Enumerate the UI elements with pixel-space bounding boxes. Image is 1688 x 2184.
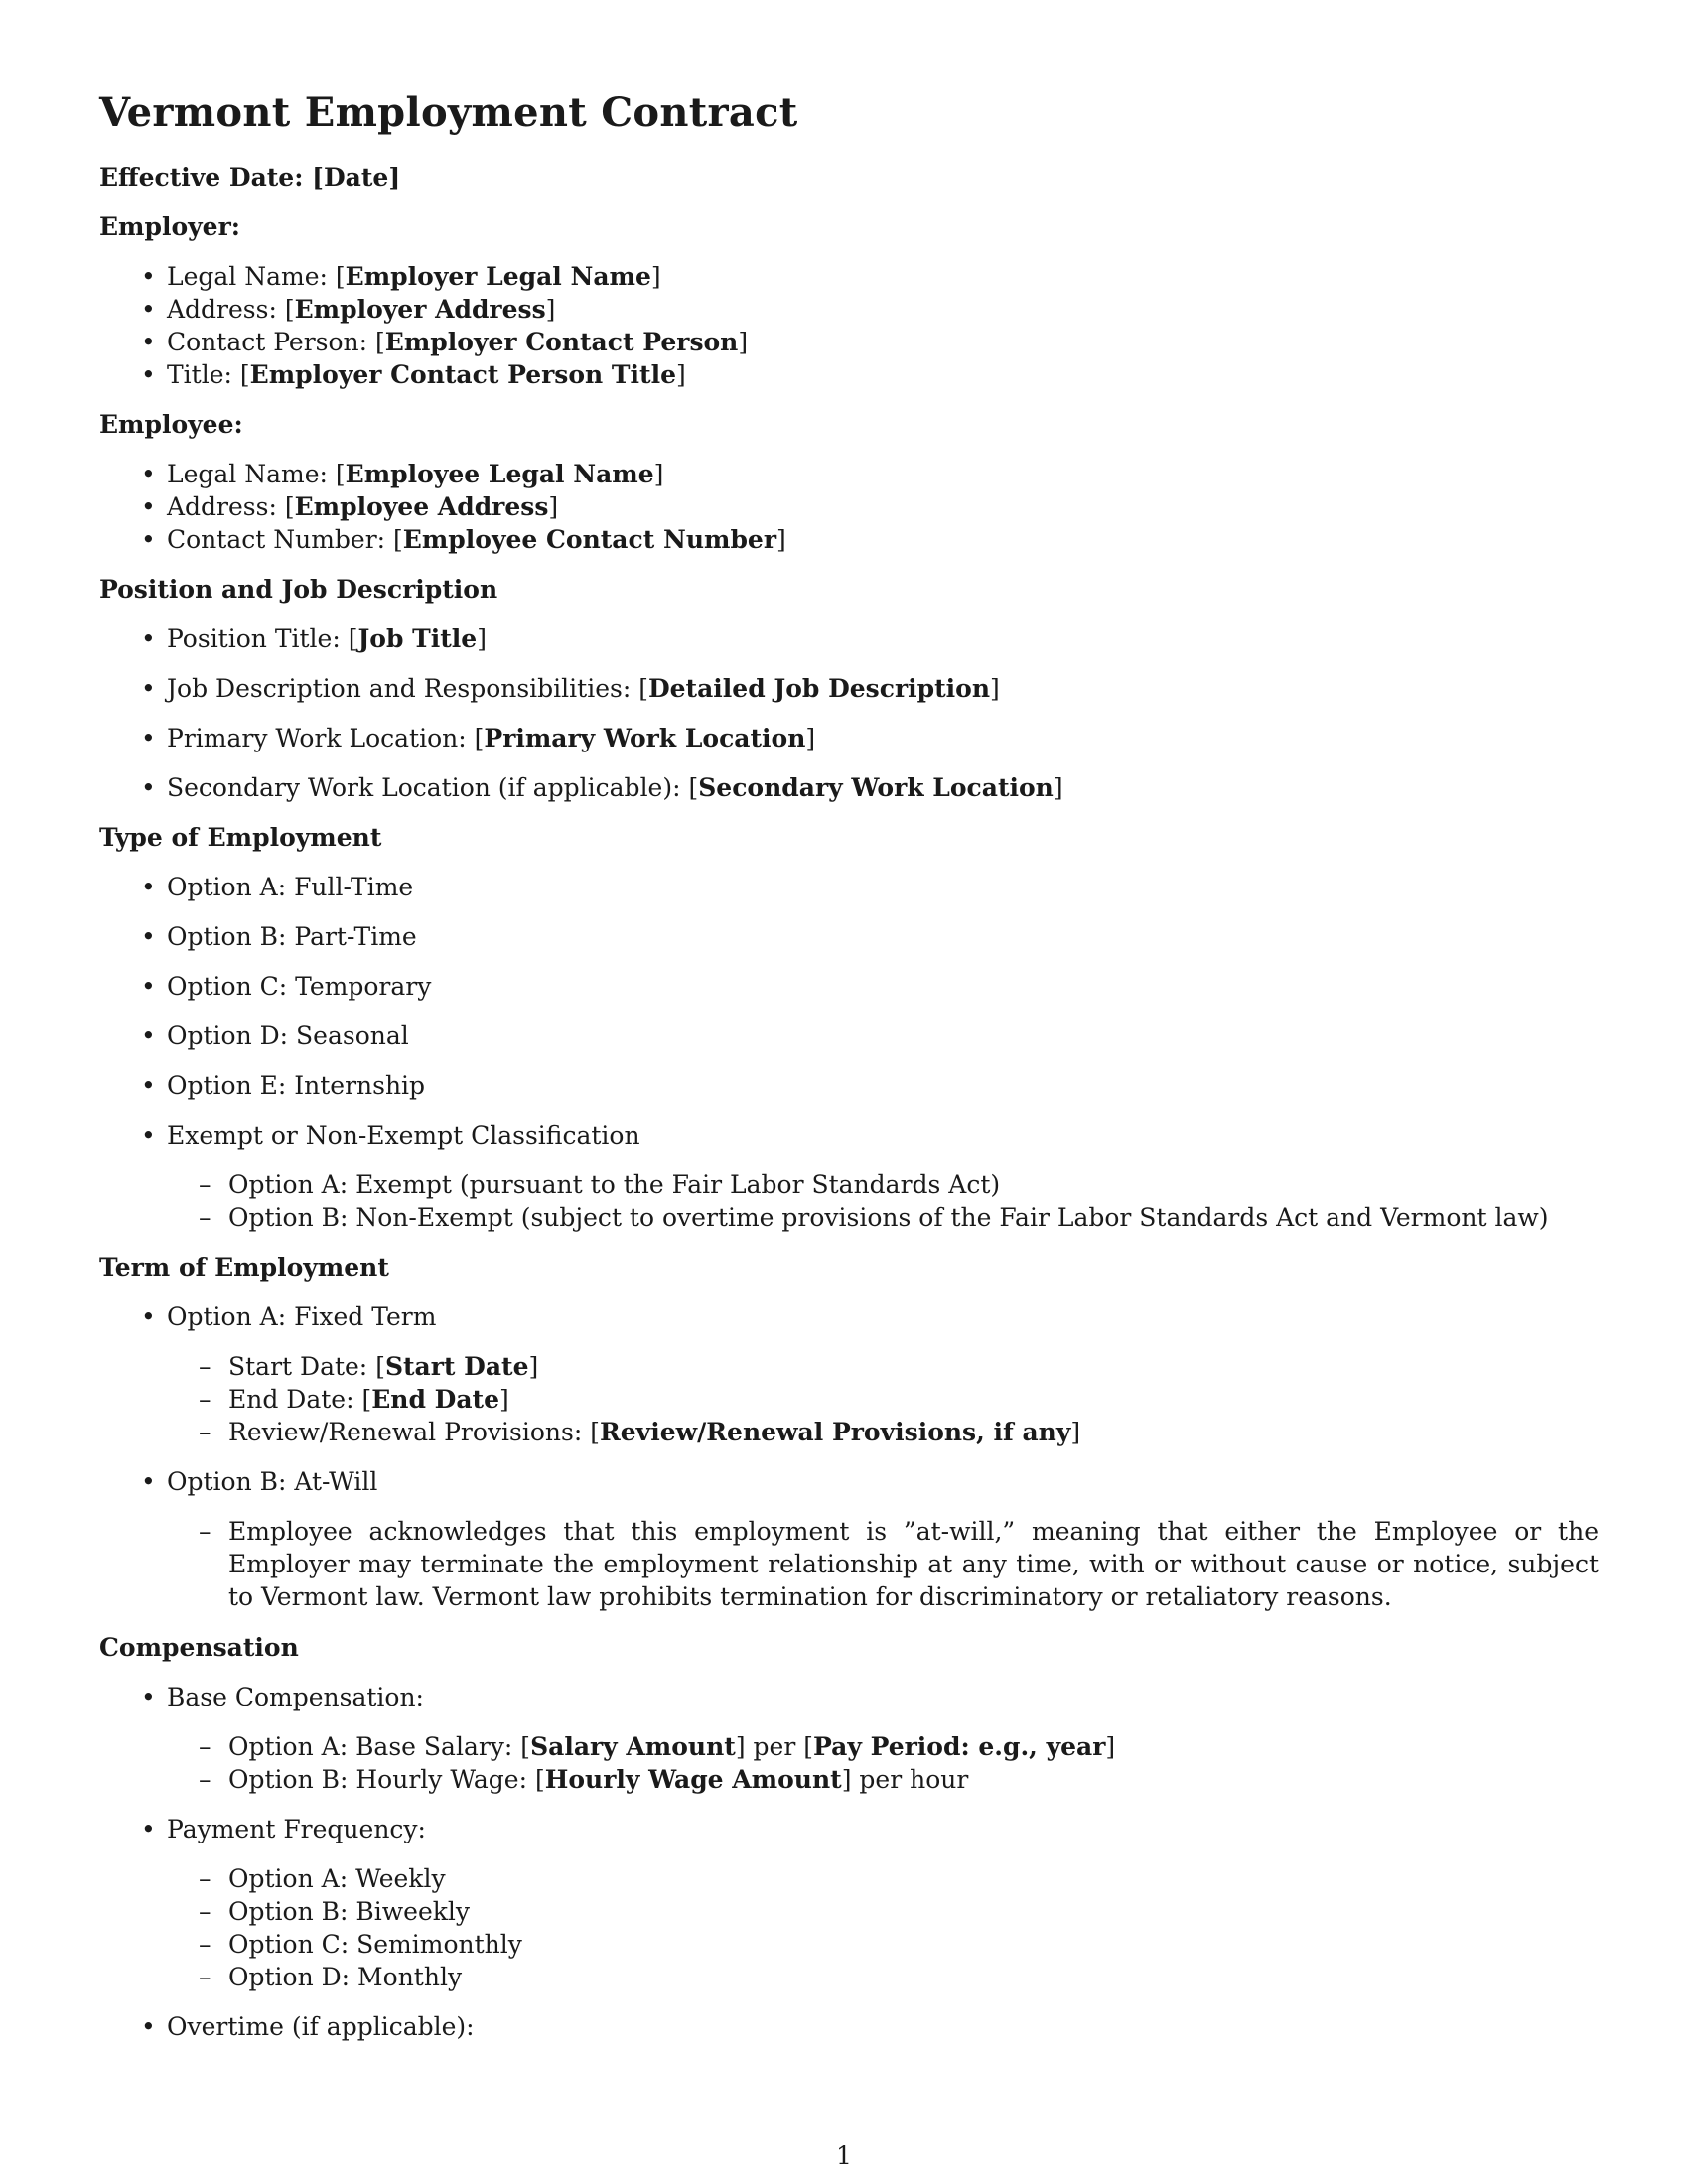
dash: – [199,1897,211,1926]
bullet: • [141,1467,156,1496]
dash: – [199,1732,211,1761]
employee-heading: Employee: [99,410,243,439]
dash: – [199,1385,211,1414]
list-item: Primary Work Location: [Primary Work Location] [167,724,816,752]
page-number: 1 [836,2141,852,2170]
bullet: • [141,1071,156,1100]
dash: – [199,1517,211,1546]
sub-list-item: Review/Renewal Provisions: [Review/Renewal Provisions, if any] [228,1418,1081,1446]
list-item: Overtime (if applicable): [167,2012,475,2041]
dash: – [199,1864,211,1893]
effective-date: Effective Date: [Date] [99,163,401,192]
bullet: • [141,873,156,901]
sub-list-item: Option A: Weekly [228,1864,446,1893]
list-item: Job Description and Responsibilities: [Detailed Job Description] [167,674,1000,703]
list-item: Option A: Full-Time [167,873,414,901]
bullet: • [141,1683,156,1711]
bullet: • [141,492,156,521]
type-heading: Type of Employment [99,823,382,852]
bullet: • [141,328,156,356]
list-item: Payment Frequency: [167,1815,426,1843]
sub-list-item: Option D: Monthly [228,1963,463,1991]
bullet: • [141,525,156,554]
list-item: Legal Name: [Employer Legal Name] [167,262,661,291]
list-item: Position Title: [Job Title] [167,624,487,653]
dash: – [199,1930,211,1959]
bullet: • [141,1022,156,1050]
bullet: • [141,262,156,291]
bullet: • [141,773,156,802]
list-item: Option D: Seasonal [167,1022,409,1050]
bullet: • [141,360,156,389]
bullet: • [141,922,156,951]
bullet: • [141,1121,156,1150]
bullet: • [141,460,156,488]
dash: – [199,1418,211,1446]
sub-list-item: End Date: [End Date] [228,1385,509,1414]
employer-heading: Employer: [99,212,240,241]
bullet: • [141,1815,156,1843]
sub-list-item: Start Date: [Start Date] [228,1352,539,1381]
list-item: Legal Name: [Employee Legal Name] [167,460,664,488]
sub-list-item: Option A: Base Salary: [Salary Amount] per [Pay Period: e.g., year] [228,1732,1116,1761]
sub-list-item: Option C: Semimonthly [228,1930,522,1959]
list-item: Contact Person: [Employer Contact Person] [167,328,749,356]
at-will-paragraph: Employee acknowledges that this employment is ”at-will,” meaning that either the Employee or the Employer may terminate the employment relationship at any time, with or without cause or notice, subject to Vermont law. Vermont law prohibits termination for discriminatory or retaliatory reasons. [228,1517,1599,1611]
dash: – [199,1765,211,1794]
sub-list-item: Option A: Exempt (pursuant to the Fair Labor Standards Act) [228,1170,1001,1199]
bullet: • [141,624,156,653]
list-item: Secondary Work Location (if applicable): [Secondary Work Location] [167,773,1063,802]
list-item: Option B: At-Will [167,1467,378,1496]
dash: – [199,1203,211,1232]
bullet: • [141,295,156,324]
list-item: Option B: Part-Time [167,922,417,951]
list-item: Title: [Employer Contact Person Title] [167,360,686,389]
position-heading: Position and Job Description [99,575,498,604]
list-item: Option C: Temporary [167,972,432,1001]
dash: – [199,1170,211,1199]
list-item: Exempt or Non-Exempt Classification [167,1121,640,1150]
bullet: • [141,2012,156,2041]
bullet: • [141,674,156,703]
sub-list-item: Option B: Biweekly [228,1897,471,1926]
bullet: • [141,972,156,1001]
bullet: • [141,1302,156,1331]
term-heading: Term of Employment [99,1253,389,1282]
dash: – [199,1963,211,1991]
list-item: Address: [Employer Address] [167,295,556,324]
sub-list-item: Option B: Hourly Wage: [Hourly Wage Amount] per hour [228,1765,969,1794]
list-item: Address: [Employee Address] [167,492,559,521]
dash: – [199,1352,211,1381]
list-item: Option A: Fixed Term [167,1302,437,1331]
sub-list-item: Option B: Non-Exempt (subject to overtime provisions of the Fair Labor Standards Act and Vermont law) [228,1203,1549,1232]
bullet: • [141,724,156,752]
list-item: Contact Number: [Employee Contact Number] [167,525,786,554]
document-title: Vermont Employment Contract [99,89,798,136]
list-item: Option E: Internship [167,1071,426,1100]
list-item: Base Compensation: [167,1683,424,1711]
compensation-heading: Compensation [99,1633,299,1662]
